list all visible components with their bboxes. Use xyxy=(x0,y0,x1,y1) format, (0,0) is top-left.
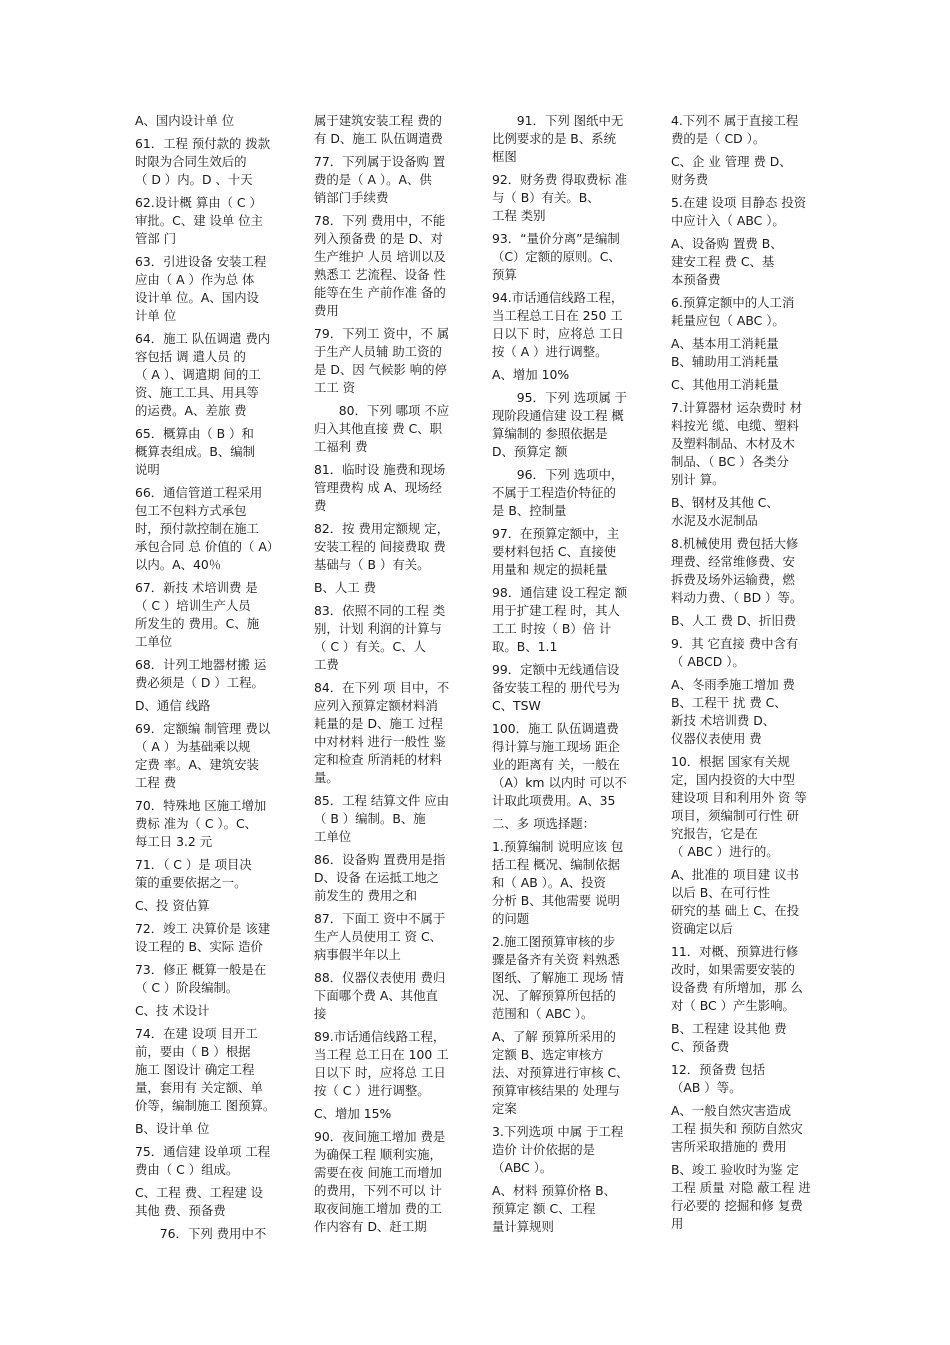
column-1 xyxy=(135,112,281,1248)
question-paragraph: 75．通信建 设单项 工程 费由（ C ）组成。 xyxy=(135,1144,271,1177)
question-paragraph: 69．定额编 制管理 费以 （ A ）为基础乘以规 定费 率。A、建筑安装 工程 费 xyxy=(135,721,271,790)
question-paragraph: 92．财务费 得取费标 准 与（ B）有关。B、 工程 类别 xyxy=(492,172,628,223)
question-paragraph: A、基本用工消耗量 B、辅助用工消耗量 xyxy=(671,336,779,369)
question-paragraph: A、设备购 置费 B、 建安工程 费 C、基 本预备费 xyxy=(671,236,783,287)
question-paragraph: 79．下列工 资中，不 属 于生产人员辅 助工资的 是 D、因 气候影 响的停 工工 资 xyxy=(314,326,450,395)
question-paragraph: 88．仪器仪表使用 费归 下面哪个费 A、其他直 接 xyxy=(314,970,446,1021)
question-paragraph: 83．依照不同的工程 类 别，计划 利润的计算与 （ C ）有关。C、人 工费 xyxy=(314,603,446,672)
question-paragraph: 6.预算定额中的人工消 耗量应包（ ABC ）。 xyxy=(671,295,795,328)
question-paragraph: 4.下列不 属于直接工程 费的是（ CD ）。 xyxy=(671,113,799,146)
question-paragraph: 二、多 项选择题： xyxy=(492,816,596,831)
question-paragraph: 9．其 它直接 费中含有 （ ABCD ）。 xyxy=(671,636,799,669)
question-paragraph: B、人工 费 D、折旧费 xyxy=(671,613,797,628)
column-2 xyxy=(314,112,460,1241)
question-paragraph: 90．夜间施工增加 费是 为确保工程 顺利实施， 需要在夜 间施工而增加 的费用，下列不可以 计 取夜间施工增加 费的工 作内容有 D、赶工期 xyxy=(314,1129,446,1234)
question-paragraph: D、通信 线路 xyxy=(135,698,211,713)
question-paragraph: 89.市话通信线路工程， 当工程 总工日在 100 工 日以下 时，应将总 工日 按（ C ）进行调整。 xyxy=(314,1029,449,1098)
question-paragraph: 11．对概、预算进行修 改时，如果需要安装的 设备费 有所增加，那 么 对（ BC ）产生影响。 xyxy=(671,944,803,1013)
question-paragraph: A、批准的 项目建 议书 以后 B、在可行性 研究的基 础上 C、在投 资确定以后 xyxy=(671,867,800,936)
question-paragraph: C、工程 费、工程建 设 其他 费、预备费 xyxy=(135,1185,264,1218)
question-paragraph: 98．通信建 设工程定 额 用于扩建工程 时，其人 工工 时按（ B）倍 计 取。B、1.1 xyxy=(492,585,628,654)
question-paragraph: 99．定额中无线通信设 备安装工程的 册代号为 C、TSW xyxy=(492,662,620,713)
question-paragraph: B、设计单 位 xyxy=(135,1121,210,1136)
question-paragraph: 97．在预算定额中，主 要材料包括 C、直接使 用量和 规定的损耗量 xyxy=(492,526,620,577)
question-paragraph: 87．下面工 资中不属于 生产人员使用工 资 C、 病事假半年以上 xyxy=(314,911,446,962)
question-paragraph: 66．通信管道工程采用 包工不包料方式承包 时，预付款控制在施工 承包合同 总 价值的（ A） 以内。A、40％ xyxy=(135,485,280,572)
question-paragraph: 91．下列 图纸中无 比例要求的是 B、系统 框图 xyxy=(492,113,624,164)
question-paragraph: 70．特殊地 区施工增加 费标 准为（ C ）。C、 每工日 3.2 元 xyxy=(135,798,267,849)
question-paragraph: A、国内设计单 位 xyxy=(135,113,235,128)
question-paragraph: 5.在建 设项 目静态 投资 中应计入（ ABC ）。 xyxy=(671,195,807,228)
question-paragraph: A、增加 10% xyxy=(492,367,570,382)
question-paragraph: 76．下列 费用中不 xyxy=(135,1226,267,1241)
question-paragraph: 10．根据 国家有关规 定，国内投资的大中型 建设项 目和利用外 资 等 项目，须编制可行性 研 究报告，它是在 （ ABC ）进行的。 xyxy=(671,754,807,859)
question-paragraph: 8.机械使用 费包括大修 理费、经常维修费、安 拆费及场外运输费，燃 料动力费、（ BD ）等。 xyxy=(671,536,803,605)
question-paragraph: B、工程建 设其他 费 C、预备费 xyxy=(671,1021,787,1054)
question-paragraph: 94.市话通信线路工程， 当工程总工日在 250 工 日以下 时，应将总 工日 按（ A ）进行调整。 xyxy=(492,290,624,359)
question-paragraph: 1.预算编制 说明应该 包 括工程 概况、编制依据 和（ AB ）。A、投资 分析 B、其他需要 说明 的问题 xyxy=(492,839,624,926)
question-paragraph: 73．修正 概算一般是在 （ C ）阶段编制。 xyxy=(135,962,267,995)
question-paragraph: 12．预备费 包括 （AB ）等。 xyxy=(671,1062,766,1095)
question-paragraph: 62.设计概 算由（ C ） 审批。C、建 设单 位主 管部 门 xyxy=(135,195,264,246)
question-paragraph: 85．工程 结算文件 应由 （ B ）编制。B、施 工单位 xyxy=(314,793,450,844)
question-paragraph: A、冬雨季施工增加 费 B、工程干 扰 费 C、 新技 术培训费 D、 仪器仪表使用 费 xyxy=(671,677,795,746)
question-paragraph: 80．下列 哪项 不应 归入其他直接 费 C、职 工福利 费 xyxy=(314,403,450,454)
question-paragraph: 96．下列 选项中， 不属于工程造价特征的 是 B、控制量 xyxy=(492,467,624,518)
question-paragraph: 71．（ C ）是 项目决 策的重要依据之一。 xyxy=(135,857,252,890)
question-paragraph: 67．新技 术培训费 是 （ C ）培训生产人员 所发生的 费用。C、施 工单位 xyxy=(135,580,260,649)
question-paragraph: A、材料 预算价格 B、 预算定 额 C、工程 量计算规则 xyxy=(492,1183,616,1234)
question-paragraph: 95．下列 选项属 于 现阶段通信建 设工程 概 算编制的 参照依据是 D、预算定 额 xyxy=(492,390,628,459)
question-paragraph: 属于建筑安装工程 费的 有 D、施工 队伍调遣费 xyxy=(314,113,443,146)
question-paragraph: 65．概算由（ B ）和 概算表组成。B、编制 说明 xyxy=(135,426,256,477)
question-paragraph: 64．施工 队伍调遣 费内 容包括 调 遣人员 的 （ A ）、调遣期 间的工 资、施工工具、用具等 的运费。A、差旅 费 xyxy=(135,331,271,418)
question-paragraph: C、企 业 管理 费 D、 财务费 xyxy=(671,154,792,187)
question-paragraph: B、竣工 验收时为鉴 定 工程 质量 对隐 蔽工程 进 行必要的 挖掘和修 复费 用 xyxy=(671,1162,811,1231)
question-paragraph: 74．在建 设项 目开工 前，要由（ B ）根据 施工 图设计 确定工程 量，套用有 关定额、单 价等，编制施工 图预算。 xyxy=(135,1026,276,1113)
question-paragraph: 77．下列属于设备购 置 费的是（ A ）。A、供 销部门手续费 xyxy=(314,154,446,205)
question-paragraph: 100．施工 队伍调遣费 得计算与施工现场 距企 业的距离有 关，一般在 （A）km 以内时 可以不 计取此项费用。A、35 xyxy=(492,721,627,808)
question-paragraph: 78．下列 费用中，不能 列入预备费 的是 D、对 生产维护 人员 培训以及 熟悉工 艺流程、设备 性 能等在生 产前作准 备的 费用 xyxy=(314,213,446,318)
question-paragraph: 2.施工图预算审核的步 骤是备齐有关资 料熟悉 图纸、了解施工 现场 情 况、了解预算所包括的 范围和（ ABC ）。 xyxy=(492,934,624,1021)
question-paragraph: 84．在下列 项 目中，不 应列入预算定额材料消 耗量的是 D、施工 过程 中对材料 进行一般性 鉴 定和检查 所消耗的材料 量。 xyxy=(314,680,450,785)
question-paragraph: A、一般自然灾害造成 工程 损失和 预防自然灾 害所采取措施的 费用 xyxy=(671,1103,803,1154)
question-paragraph: 68．计列工地器材搬 运 费必须是（ D ）工程。 xyxy=(135,657,267,690)
question-paragraph: C、技 术设计 xyxy=(135,1003,210,1018)
question-paragraph: A、了解 预算所采用的 定额 B、选定审核方 法、对预算进行审核 C、 预算审核结果的 处理与 定案 xyxy=(492,1029,629,1116)
question-paragraph: B、钢材及其他 C、 水泥及水泥制品 xyxy=(671,495,779,528)
question-paragraph: C、增加 15% xyxy=(314,1106,392,1121)
question-paragraph: C、其他用工消耗量 xyxy=(671,377,779,392)
question-paragraph: 61．工程 预付款的 拨款 时限为合同生效后的 （ D ）内。D 、十天 xyxy=(135,136,271,187)
column-4 xyxy=(671,112,817,1238)
column-3 xyxy=(492,112,638,1241)
question-paragraph: 3.下列选项 中属 于工程 造价 计价依据的是 （ABC ）。 xyxy=(492,1124,624,1175)
question-paragraph: 7.计算器材 运杂费时 材 料按光 缆、电缆、塑料 及塑料制品、木材及木 制品、（ BC ）各类分 别计 算。 xyxy=(671,400,803,487)
question-paragraph: 93．“量价分离”是编制 （C）定额的原则。C、 预算 xyxy=(492,231,621,282)
question-paragraph: B、人工 费 xyxy=(314,580,377,595)
question-paragraph: 63．引进设备 安装工程 应由（ A ）作为总 体 设计单 位。A、国内设 计单 位 xyxy=(135,254,267,323)
question-paragraph: 72．竣工 决算价是 该建 设工程的 B、实际 造价 xyxy=(135,921,271,954)
question-paragraph: 86．设备购 置费用是指 D、设备 在运抵工地之 前发生的 费用之和 xyxy=(314,852,446,903)
question-paragraph: C、投 资估算 xyxy=(135,898,210,913)
question-paragraph: 81．临时设 施费和现场 管理费构 成 A、现场经 费 xyxy=(314,462,446,513)
question-paragraph: 82．按 费用定额规 定， 安装工程的 间接费取 费 基础与（ B ）有关。 xyxy=(314,521,450,572)
